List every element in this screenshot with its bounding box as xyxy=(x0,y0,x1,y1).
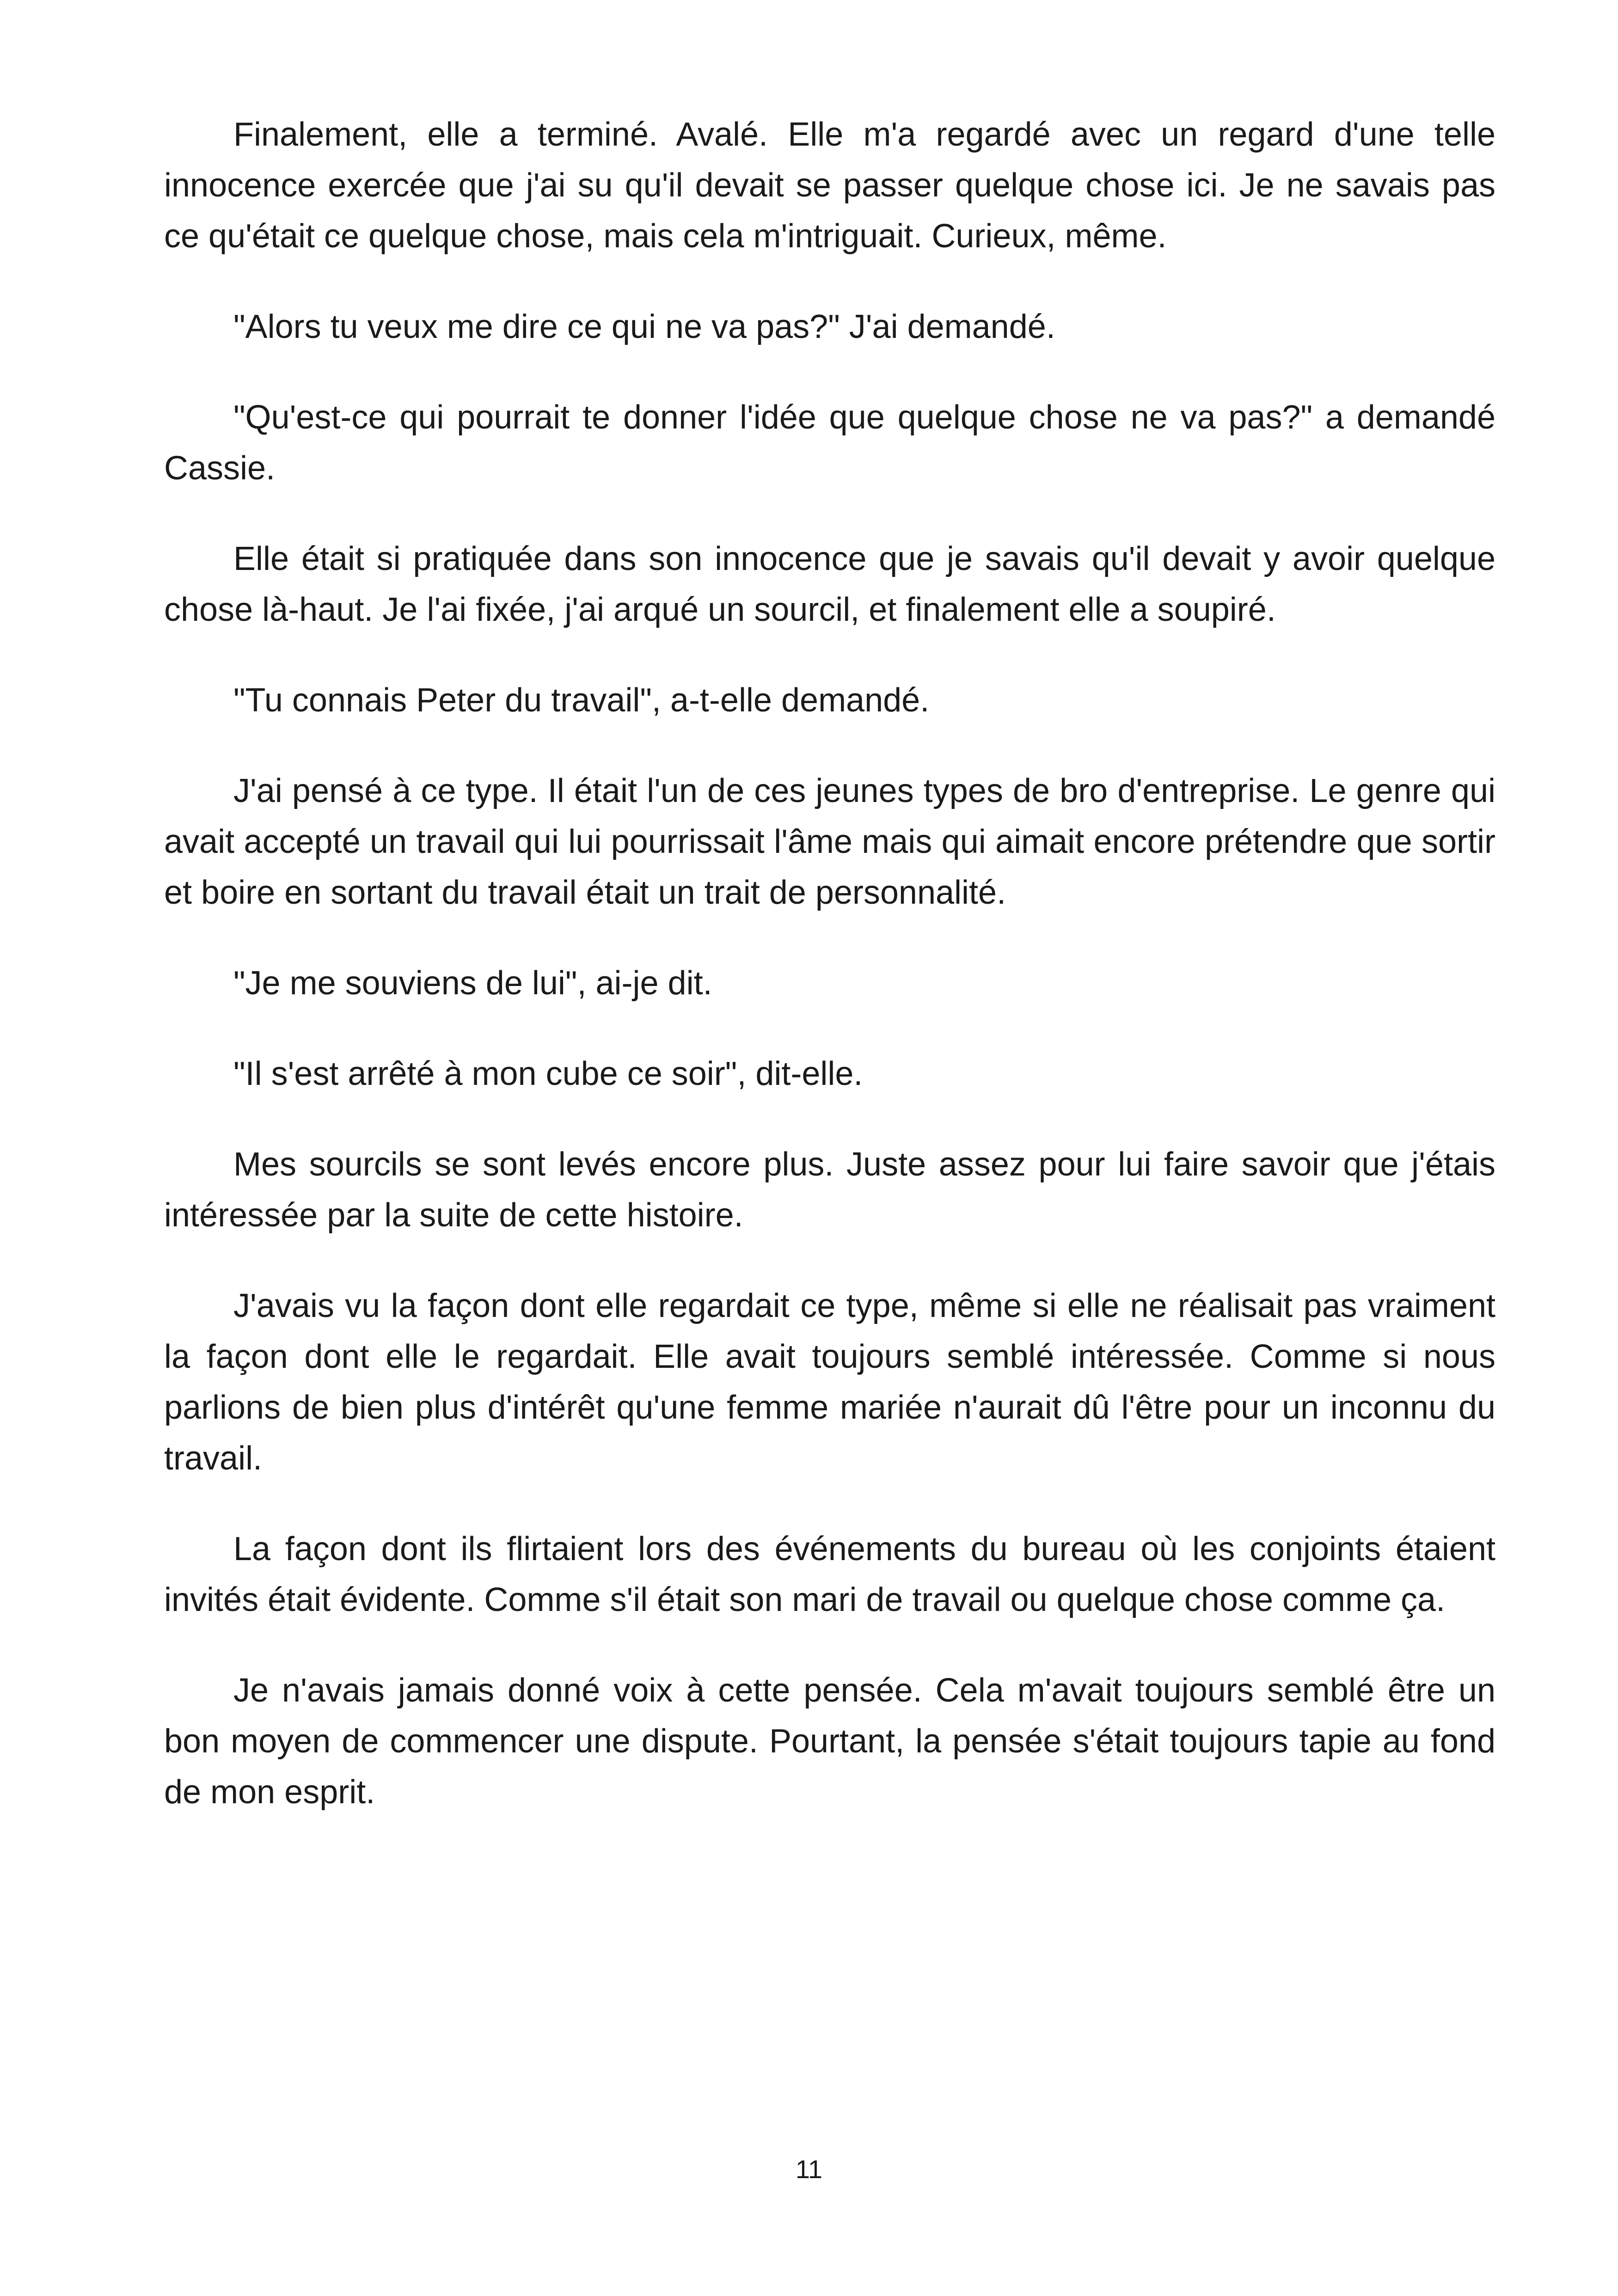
paragraph: "Tu connais Peter du travail", a-t-elle demandé. xyxy=(233,682,930,719)
paragraph: Finalement, elle a terminé. Avalé. Elle m'a regardé avec un regard d'une telle innocence exercée que j'ai su qu'il devait se passer quelque chose ici. Je ne savais pas ce qu'était ce quelque chose, mais cela m'intriguait. Curieux, même. xyxy=(164,116,1495,255)
paragraph: J'ai pensé à ce type. Il était l'un de ces jeunes types de bro d'entreprise. Le genre qui avait accepté un travail qui lui pourrissait l'âme mais qui aimait encore prétendre que sortir et boire en sortant du travail était un trait de personnalité. xyxy=(164,772,1495,911)
paragraph: "Qu'est-ce qui pourrait te donner l'idée que quelque chose ne va pas?" a demandé Cassie. xyxy=(164,399,1495,487)
paragraph: La façon dont ils flirtaient lors des événements du bureau où les conjoints étaient invités était évidente. Comme s'il était son mari de travail ou quelque chose comme ça. xyxy=(164,1531,1495,1618)
paragraph: "Je me souviens de lui", ai-je dit. xyxy=(233,965,712,1002)
paragraph: Je n'avais jamais donné voix à cette pensée. Cela m'avait toujours semblé être un bon moyen de commencer une dispute. Pourtant, la pensée s'était toujours tapie au fond de mon esprit. xyxy=(164,1672,1495,1811)
body-text xyxy=(164,109,1495,1857)
paragraph: Elle était si pratiquée dans son innocence que je savais qu'il devait y avoir quelque chose là-haut. Je l'ai fixée, j'ai arqué un sourcil, et finalement elle a soupiré. xyxy=(164,540,1495,628)
page-number: 11 xyxy=(795,2155,823,2184)
paragraph: Mes sourcils se sont levés encore plus. Juste assez pour lui faire savoir que j'étais intéressée par la suite de cette histoire. xyxy=(164,1146,1495,1234)
paragraph: "Il s'est arrêté à mon cube ce soir", dit-elle. xyxy=(233,1055,863,1092)
paragraph: "Alors tu veux me dire ce qui ne va pas?" J'ai demandé. xyxy=(233,308,1055,345)
paragraph: J'avais vu la façon dont elle regardait ce type, même si elle ne réalisait pas vraiment la façon dont elle le regardait. Elle avait toujours semblé intéressée. Comme si nous parlions de bien plus d'intérêt qu'une femme mariée n'aurait dû l'être pour un inconnu du travail. xyxy=(164,1287,1495,1477)
